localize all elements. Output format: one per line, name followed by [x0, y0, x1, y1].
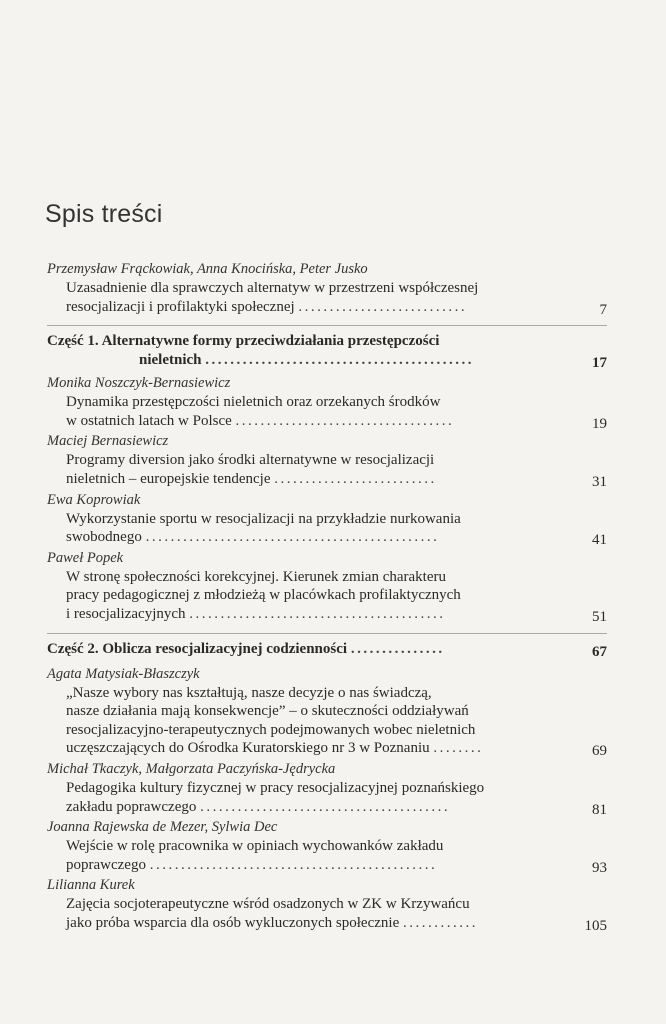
part-title: Część 1. Alternatywne formy przeciwdziałania przestępczości: [47, 333, 440, 350]
leader-dots: ...................................: [235, 412, 455, 429]
page-title: Spis treści: [45, 200, 163, 228]
title-text: nieletnich – europejskie tendencje: [66, 470, 271, 487]
title-last-line: [66, 298, 607, 317]
page-number: 17: [592, 355, 607, 372]
title-text: swobodnego: [66, 529, 142, 546]
leader-dots: ............: [402, 914, 478, 931]
entry-title: [47, 895, 607, 932]
entry-authors: Monika Noszczyk-Bernasiewicz: [47, 375, 231, 392]
title-text: resocjalizacji i profilaktyki społecznej: [66, 298, 295, 315]
toc-entry: [47, 549, 607, 624]
title-last-line: [66, 739, 607, 758]
title-line: pracy pedagogicznej z młodzieżą w placówkach profilaktycznych: [66, 587, 461, 604]
toc-entry: [47, 876, 607, 932]
title-line: Pedagogika kultury fizycznej w pracy resocjalizacyjnej poznańskiego: [66, 779, 485, 796]
entry-title: [47, 510, 607, 547]
entry-title: [47, 451, 607, 488]
title-last-line: [66, 914, 607, 933]
part-heading-1: [47, 332, 607, 370]
page-number: 93: [592, 859, 607, 876]
page-number: 51: [592, 608, 607, 625]
title-text: jako próba wsparcia dla osób wykluczonych społecznie: [66, 914, 400, 931]
entry-title: [47, 279, 607, 316]
title-line: nasze działania mają konsekwencje” – o skuteczności oddziaływań: [66, 703, 469, 720]
entry-authors: Paweł Popek: [47, 549, 124, 566]
title-line: „Nasze wybory nas kształtują, nasze decyzje o nas świadczą,: [66, 684, 432, 701]
entry-authors: Ewa Koprowiak: [47, 491, 141, 508]
title-line: Uzasadnienie dla sprawczych alternatyw w przestrzeni współczesnej: [66, 280, 479, 296]
title-last-line: [66, 412, 607, 431]
title-text: w ostatnich latach w Polsce: [66, 412, 232, 429]
entry-title: [47, 779, 607, 816]
leader-dots: ...............................................: [145, 529, 440, 546]
entry-authors: Przemysław Frąckowiak, Anna Knocińska, Peter Jusko: [47, 261, 368, 277]
title-line: resocjalizacyjno-terapeutycznych podejmowanych wobec nieletnich: [66, 721, 476, 738]
leader-dots: ........: [433, 740, 484, 757]
page-number: 67: [592, 643, 607, 660]
toc-entry-intro: [47, 260, 607, 316]
leader-dots: ..............................................: [149, 856, 438, 873]
section-divider: [47, 325, 607, 326]
page-number: 105: [584, 917, 607, 934]
section-divider: [47, 633, 607, 634]
leader-dots: ...............: [350, 640, 445, 657]
leader-dots: ..........................: [274, 470, 437, 487]
title-last-line: [66, 605, 607, 624]
title-line: Wykorzystanie sportu w resocjalizacji na przykładzie nurkowania: [66, 510, 461, 527]
entry-authors: Joanna Rajewska de Mezer, Sylwia Dec: [47, 819, 278, 836]
part-title-text: nieletnich: [139, 352, 202, 369]
title-last-line: [66, 856, 607, 875]
page-number: 81: [592, 801, 607, 818]
page-number: 19: [592, 415, 607, 432]
title-line: Zajęcia socjoterapeutyczne wśród osadzonych w ZK w Krzywańcu: [66, 896, 470, 913]
title-text: i resocjalizacyjnych: [66, 605, 186, 622]
leader-dots: ...........................: [298, 298, 468, 315]
toc-entry: [47, 818, 607, 874]
toc-entry: [47, 760, 607, 816]
toc-entry: [47, 665, 607, 758]
toc-entry: [47, 432, 607, 488]
part-heading-2: [47, 640, 607, 659]
title-text: uczęszczających do Ośrodka Kuratorskiego nr 3 w Poznaniu: [66, 740, 430, 757]
entry-title: [47, 684, 607, 758]
title-line: Wejście w rolę pracownika w opiniach wychowanków zakładu: [66, 838, 444, 855]
title-last-line: [66, 528, 607, 547]
title-line: Programy diversion jako środki alternatywne w resocjalizacji: [66, 452, 435, 469]
entry-authors: Michał Tkaczyk, Małgorzata Paczyńska-Jędrycka: [47, 760, 336, 777]
toc-entry: [47, 374, 607, 430]
entry-title: [47, 568, 607, 624]
page-number: 41: [592, 532, 607, 549]
part-title-last-line: [47, 351, 607, 370]
page-number: 31: [592, 473, 607, 490]
title-last-line: [66, 798, 607, 817]
page-number: 69: [592, 743, 607, 760]
leader-dots: .........................................: [189, 605, 446, 622]
entry-authors: Agata Matysiak-Błaszczyk: [47, 665, 200, 682]
title-line: Dynamika przestępczości nieletnich oraz orzekanych środków: [66, 394, 441, 411]
part-title: Część 2. Oblicza resocjalizacyjnej codzienności: [47, 640, 348, 657]
title-text: zakładu poprawczego: [66, 798, 197, 815]
title-text: poprawczego: [66, 856, 146, 873]
entry-authors: Lilianna Kurek: [47, 877, 135, 894]
entry-authors: Maciej Bernasiewicz: [47, 433, 169, 450]
page-number: 7: [599, 301, 607, 318]
leader-dots: ...........................................: [205, 352, 474, 369]
entry-title: [47, 837, 607, 874]
toc-entry: [47, 491, 607, 547]
table-of-contents: [47, 258, 607, 932]
title-last-line: [66, 470, 607, 489]
title-line: W stronę społeczności korekcyjnej. Kierunek zmian charakteru: [66, 568, 446, 585]
entry-title: [47, 393, 607, 430]
leader-dots: ........................................: [200, 798, 451, 815]
